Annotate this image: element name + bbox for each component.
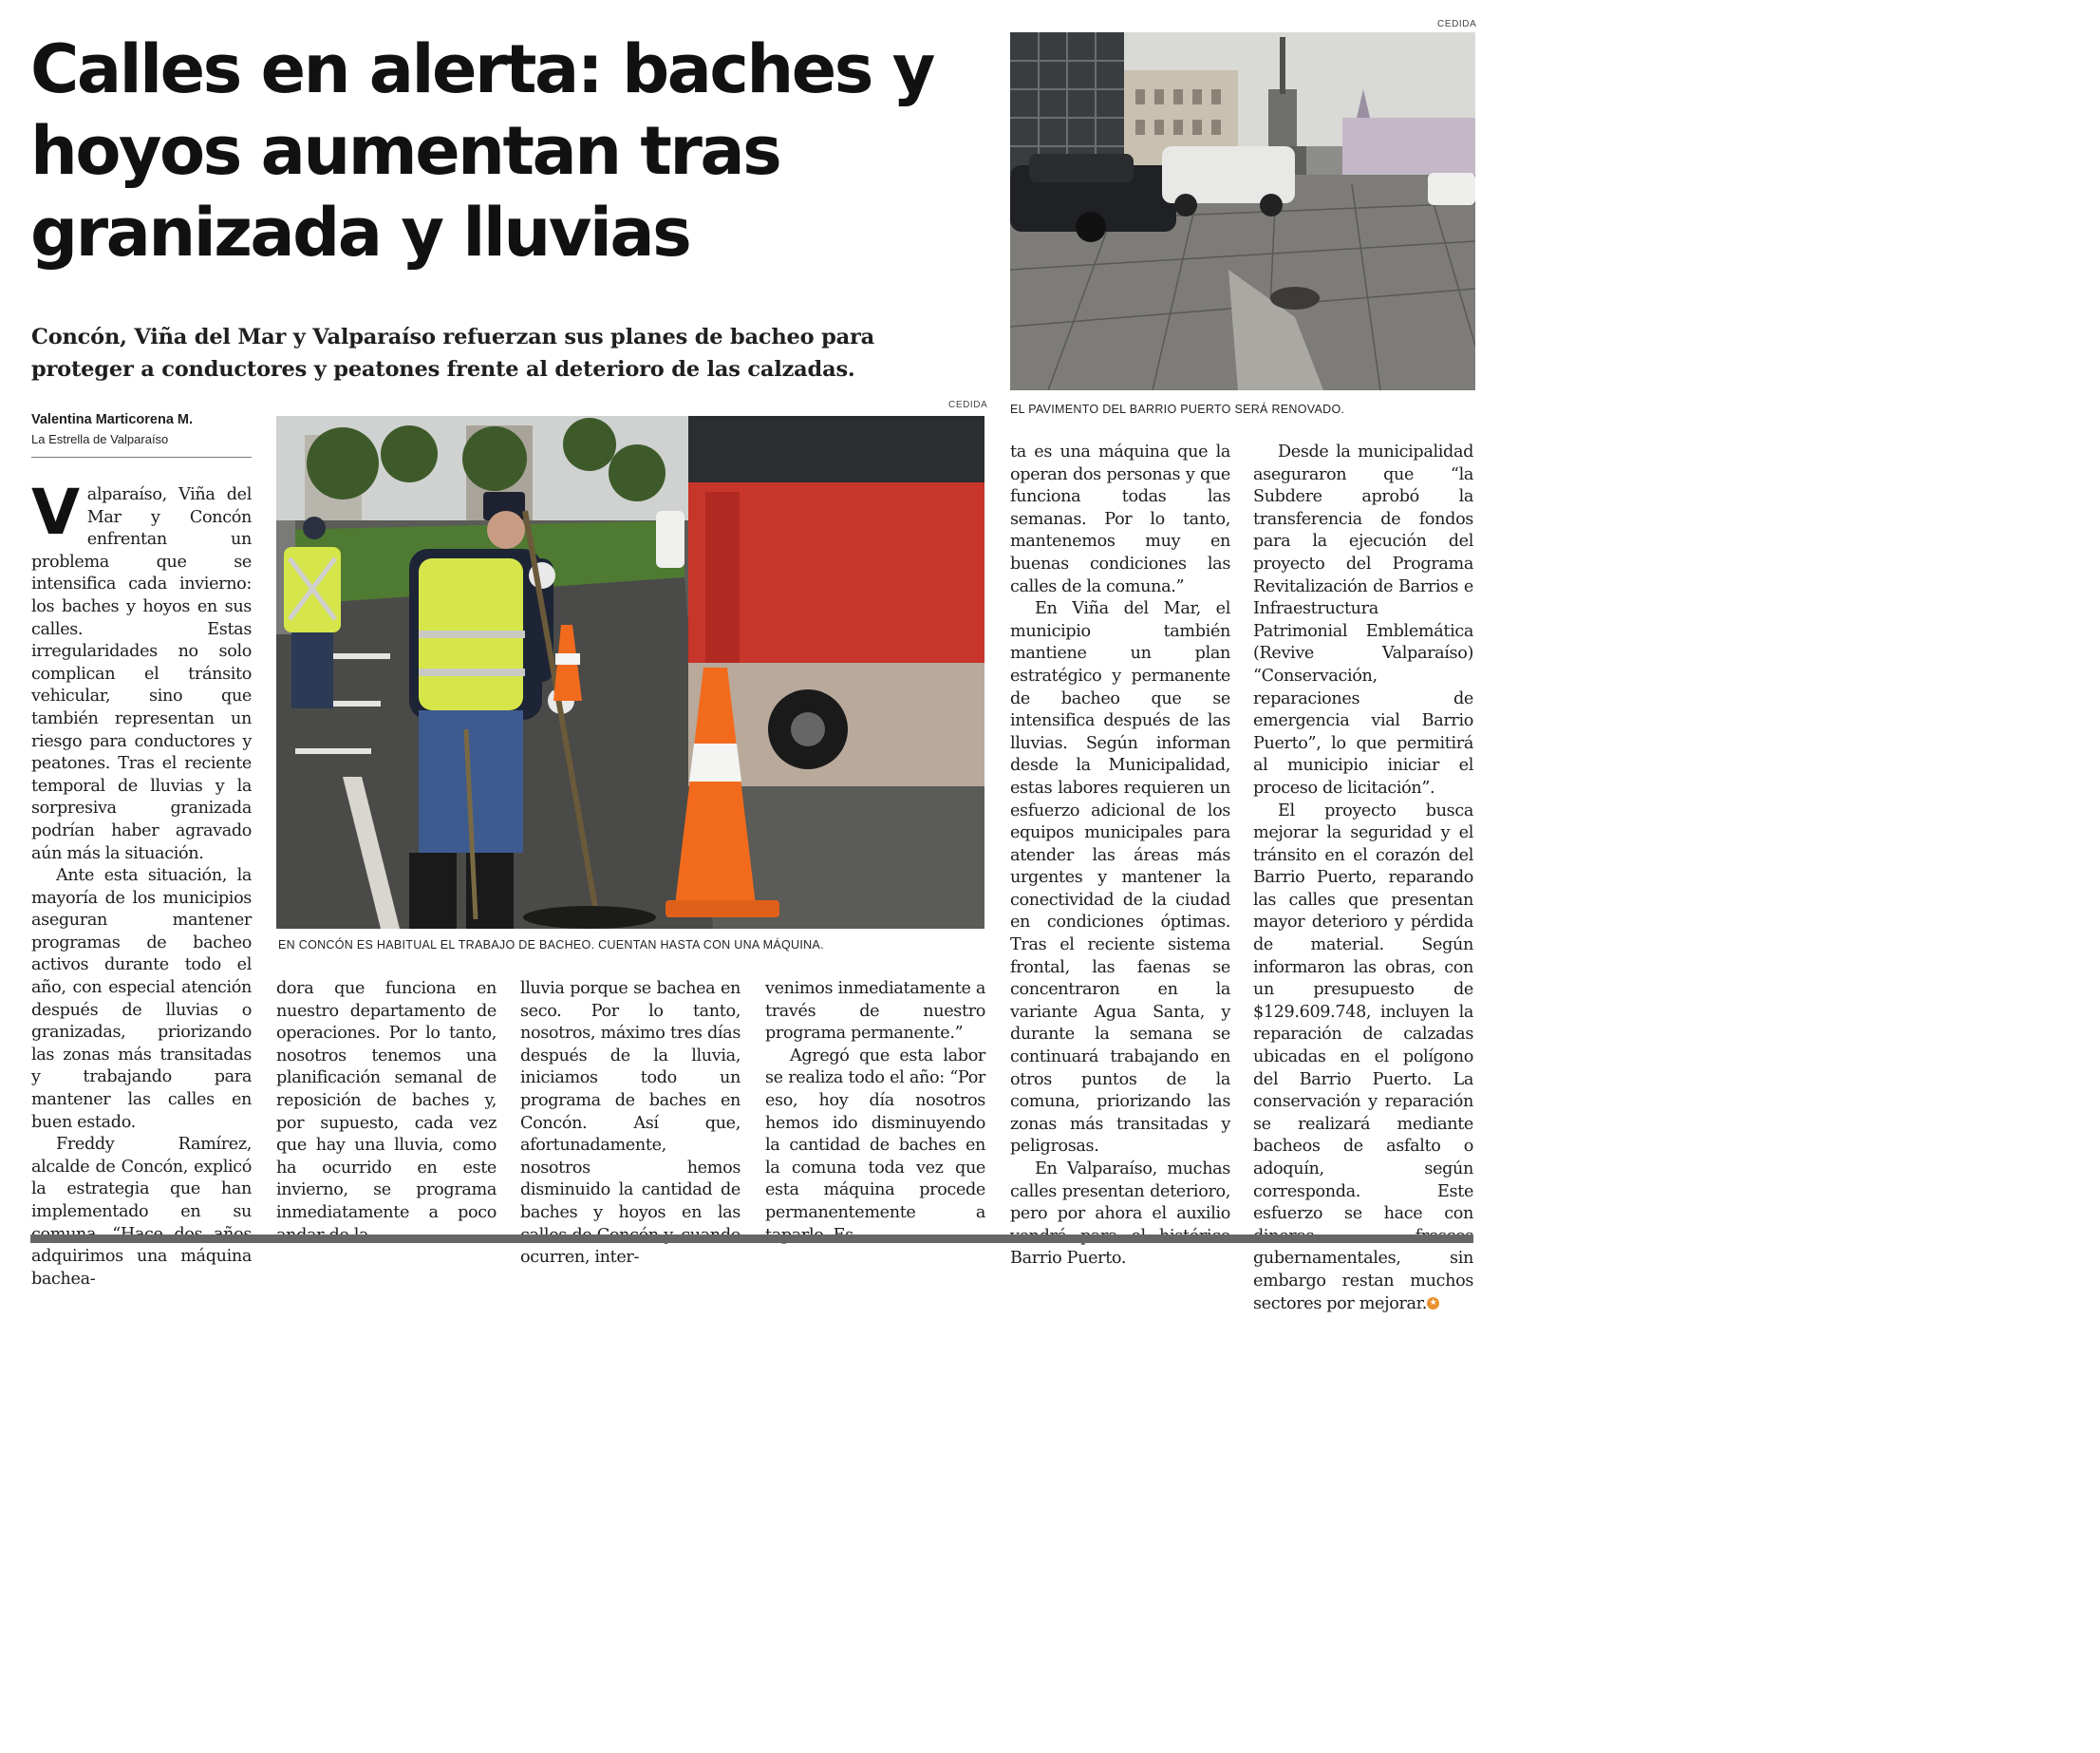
body-paragraph: dora que funciona en nuestro departamento de operaciones. Por lo tanto, nosotros tenemos una planificación semanal de reposición de baches y, por supuesto, cada vez que hay una lluvia, como ha ocurrido en este invierno, se programa inmediatamente a poco <box>276 979 497 1222</box>
top-photo-credit: CEDIDA <box>1437 19 1477 29</box>
body-paragraph: Ante esta situación, la mayoría de los municipios aseguran mantener programas de bacheo activos durante todo el año, con especial atención después de lluvias o granizadas, priorizando las zonas más transitadas y trabajando para mantener las calles en buen estado. <box>31 866 252 1132</box>
body-paragraph-text: El proyecto busca mejorar la seguridad y el tránsito en el corazón del Barrio Puerto, reparando las calles que presentan mayor deterioro y pérdida de material. Según informaron las obras, con un presupuesto de $129.609.748, incluyen la reparación de calzadas ubicadas en el polígono del Barrio Puerto. La conservación y reparación se realizará mediante bacheos de asfalto o adoquín, según corresponda. Este esfuerzo se hace con gubernamentales, sin embargo restan muchos sectores por mejorar. <box>1253 801 1473 1313</box>
body-column-6 <box>1253 442 1473 1315</box>
main-photo-caption: EN CONCÓN ES HABITUAL EL TRABAJO DE BACHEO. CUENTAN HASTA CON UNA MÁQUINA. <box>278 938 824 952</box>
body-paragraph: alparaíso, Viña del Mar y Concón enfrentan un problema que se intensifica cada invierno: los baches y hoyos en sus calles. Estas irregularidades no solo complican el tránsito vehicular, sino que también representan un riesgo para conductores y peatones. Tras el reciente temporal de lluvias y la sorpresiva granizada podrían haber agravado aún más la situación. <box>31 485 252 863</box>
body-paragraph: Freddy Ramírez, alcalde de Concón, explicó la estrategia que han implementado en su adquirimos una máquina bachea- <box>31 1135 252 1289</box>
subheadline: Concón, Viña del Mar y Valparaíso refuerzan sus planes de bacheo para proteger a conductores y peatones frente al deterioro de las calzadas. <box>31 325 875 382</box>
body-column-2 <box>276 978 497 1247</box>
body-paragraph: Agregó que esta labor se realiza todo el año: “Por eso, hoy día nosotros hemos ido disminuyendo la cantidad de baches en la comuna toda vez que esta máquina procede permanentemente a <box>765 1046 985 1222</box>
byline-divider <box>31 457 252 458</box>
body-column-3 <box>520 978 741 1270</box>
barrio-puerto-photo <box>1010 32 1475 390</box>
pothole-repair-photo <box>276 416 984 929</box>
body-paragraph: ta es una máquina que la operan dos personas y que funciona todas las semanas. Por lo tanto, mantenemos muy en buenas condiciones las calles de la comuna.” <box>1010 443 1230 596</box>
body-paragraph: Desde la municipalidad aseguraron que “la Subdere aprobó la transferencia de fondos para la ejecución del proyecto del Programa Revitalización de Barrios e Infraestructura Patrimonial Emblemática (Revive Valparaíso) “Conservación, reparaciones de emergencia vial Barrio Puerto”, lo que permitirá al municipio iniciar el proceso de licitación”. <box>1253 443 1473 798</box>
body-paragraph: lluvia porque se bachea en seco. Por lo tanto, nosotros, máximo tres días después de la lluvia, iniciamos todo un programa de baches en Concón. Así que, afortunadamente, nosotros hemos disminuido la cantidad de baches y hoyos en las ocurren, inter- <box>520 979 741 1268</box>
body-column-1 <box>31 476 252 1291</box>
body-column-4 <box>765 978 985 1247</box>
byline-author: Valentina Marticorena M. <box>31 412 194 427</box>
top-photo-caption: EL PAVIMENTO DEL BARRIO PUERTO SERÁ RENOVADO. <box>1010 403 1345 416</box>
page-footer-bar <box>30 1235 1473 1243</box>
star-end-icon: ★ <box>1427 1297 1439 1310</box>
body-paragraph: En Valparaíso, muchas calles presentan deterioro, pero por ahora el auxilio Barrio Puerto. <box>1010 1159 1230 1269</box>
drop-cap: V <box>31 476 80 549</box>
headline: Calles en alerta: baches y hoyos aumentan tras granizada y lluvias <box>30 30 933 272</box>
body-paragraph: En Viña del Mar, el municipio también mantiene un plan estratégico y permanente de bacheo que se intensifica después de las lluvias. Según informan desde la Municipalidad, estas labores requieren un esfuerzo adicional de los equipos municipales para atender las áreas más urgentes y mantener la conectividad de la ciudad en condiciones óptimas. Tras el reciente sistema frontal, las faenas se concentraron en la variante Agua Santa, y durante la semana se continuará trabajando en otros puntos de la comuna, priorizando las zonas más transitadas y peligrosas. <box>1010 599 1230 1157</box>
body-paragraph: venimos inmediatamente a través de nuestro programa permanente.” <box>765 979 985 1044</box>
body-column-5 <box>1010 442 1230 1271</box>
byline-outlet: La Estrella de Valparaíso <box>31 432 169 446</box>
main-photo-credit: CEDIDA <box>948 400 988 410</box>
